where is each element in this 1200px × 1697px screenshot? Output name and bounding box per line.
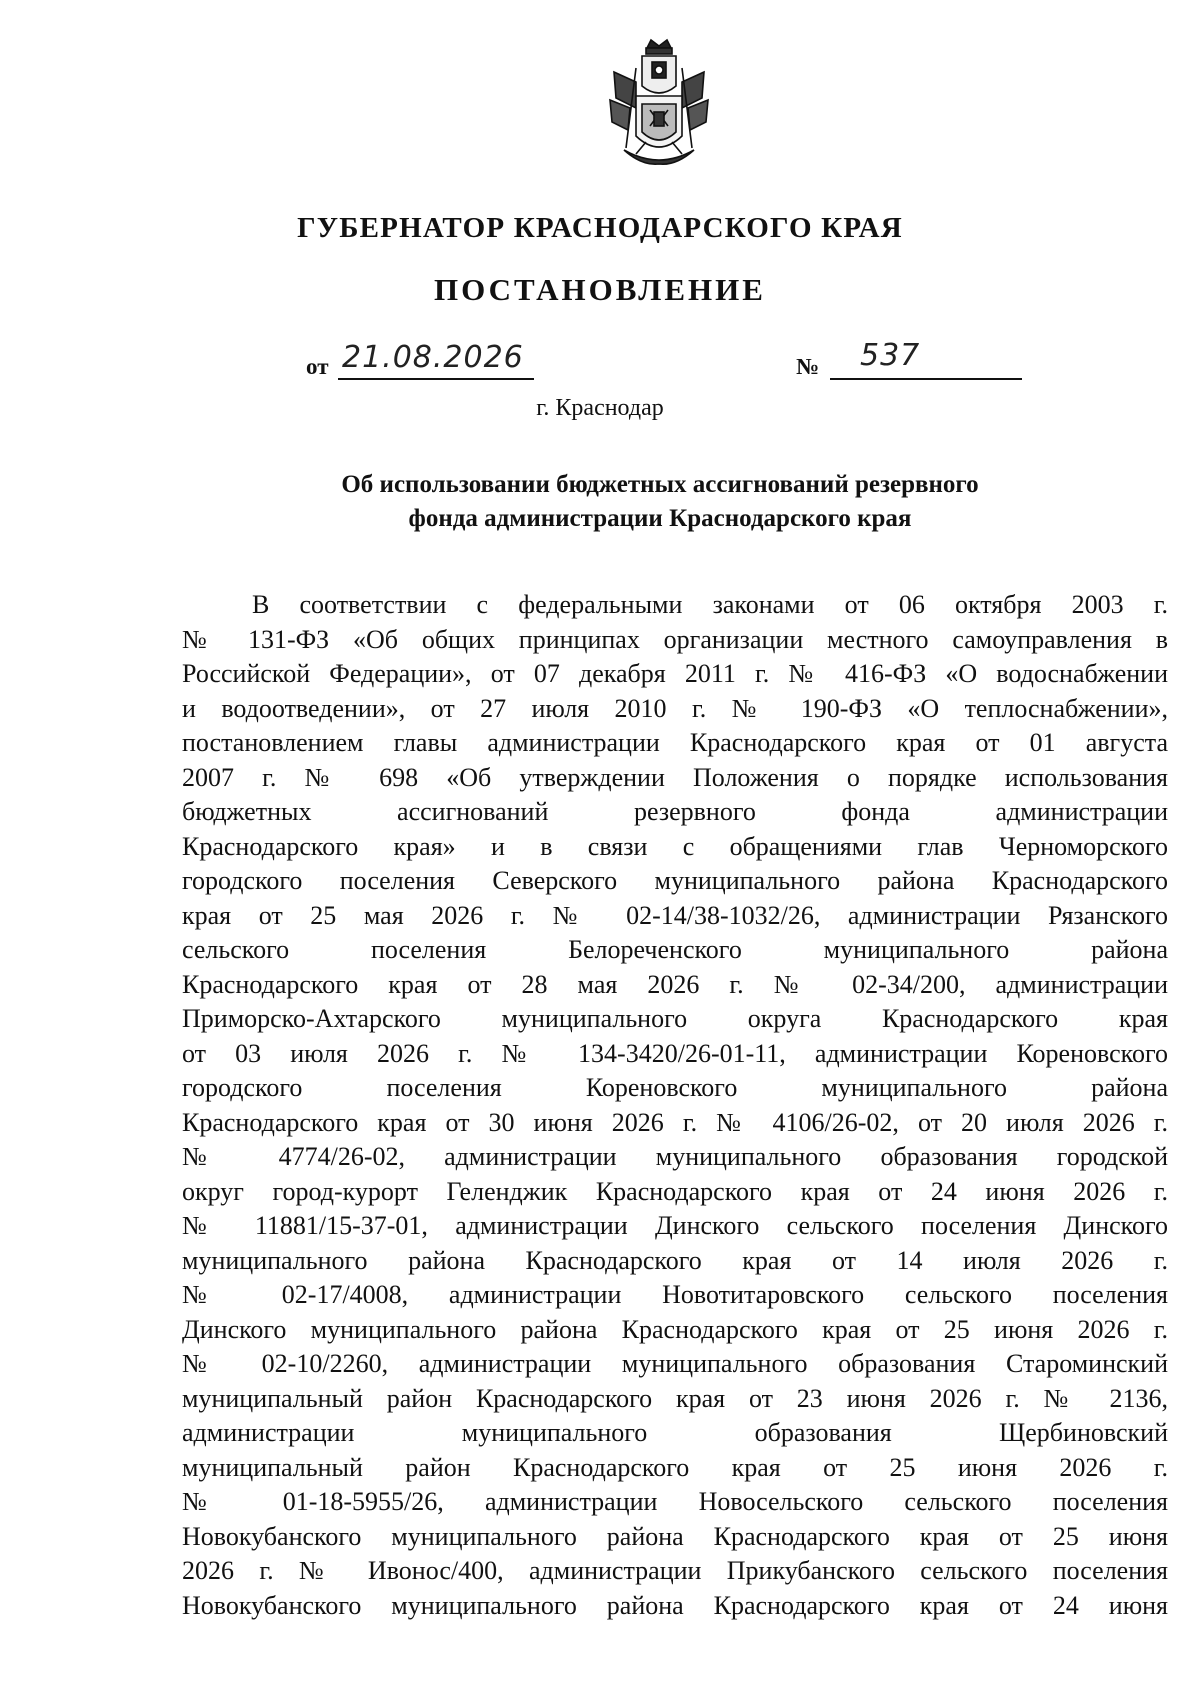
body-line: постановлением главы администрации Краснодарского края от 01 августа	[182, 728, 1168, 757]
body-line: городского поселения Кореновского муниципального района	[182, 1073, 1168, 1102]
title-line: Об использовании бюджетных ассигнований резервного	[341, 471, 979, 498]
body-line: Краснодарского края» и в связи с обращениями глав Черноморского	[182, 831, 1168, 861]
city: г. Краснодар	[536, 395, 664, 421]
coat-of-arms-icon	[606, 38, 712, 174]
body-line: муниципальный район Краснодарского края от 25 июня 2026 г.	[182, 1452, 1168, 1482]
body-line: городского поселения Северского муниципального района Краснодарского	[182, 866, 1168, 895]
body-line: округ город-курорт Геленджик Краснодарского края от 24 июня 2026 г.	[182, 1176, 1168, 1206]
body-line: муниципального района Краснодарского края от 14 июля 2026 г.	[182, 1245, 1168, 1275]
body-line: 2026 г. № Ивонос/400, администрации Прикубанского сельского поселения	[182, 1556, 1168, 1585]
body-line: Краснодарского края от 28 мая 2026 г. № 02-34/200, администрации	[182, 969, 1168, 999]
document-type: ПОСТАНОВЛЕНИЕ	[434, 272, 766, 307]
body-line: Новокубанского муниципального района Краснодарского края от 24 июня	[182, 1590, 1168, 1620]
date-number-row	[306, 340, 1036, 384]
body-line: № 4774/26-02, администрации муниципального образования городской	[182, 1142, 1168, 1171]
document-title	[280, 468, 1040, 536]
date-label: от	[306, 354, 329, 379]
body-line: бюджетных ассигнований резервного фонда администрации	[182, 797, 1168, 826]
body-line: муниципальный район Краснодарского края от 23 июня 2026 г. № 2136,	[182, 1383, 1168, 1413]
body-line: В соответствии с федеральными законами от 06 октября 2003 г.	[252, 590, 1168, 619]
body-line: 2007 г. № 698 «Об утверждении Положения о порядке использования	[182, 762, 1168, 792]
body-line: Российской Федерации», от 07 декабря 2011 г. № 416-ФЗ «О водоснабжении	[182, 659, 1168, 688]
document-body	[182, 588, 1168, 1623]
issuing-authority: ГУБЕРНАТОР КРАСНОДАРСКОГО КРАЯ	[297, 212, 903, 244]
body-line: сельского поселения Белореченского муниципального района	[182, 935, 1168, 964]
body-line: края от 25 мая 2026 г. № 02-14/38-1032/26, администрации Рязанского	[182, 900, 1168, 930]
document-date: 21.08.2026	[342, 340, 524, 375]
body-line: Динского муниципального района Краснодарского края от 25 июня 2026 г.	[182, 1314, 1168, 1344]
body-line: и водоотведении», от 27 июля 2010 г. № 190-ФЗ «О теплоснабжении»,	[182, 693, 1168, 723]
body-line: № 02-17/4008, администрации Новотитаровского сельского поселения	[182, 1280, 1168, 1309]
number-label: №	[796, 354, 820, 379]
body-line: Новокубанского муниципального района Краснодарского края от 25 июня	[182, 1521, 1168, 1551]
date-underline	[338, 378, 534, 380]
body-line: Приморско-Ахтарского муниципального округа Краснодарского края	[182, 1004, 1168, 1033]
body-line: № 02-10/2260, администрации муниципального образования Староминский	[182, 1349, 1168, 1378]
document-number: 537	[860, 338, 921, 373]
body-line: № 01-18-5955/26, администрации Новосельского сельского поселения	[182, 1487, 1168, 1516]
number-underline	[830, 378, 1022, 380]
body-line: № 131-ФЗ «Об общих принципах организации местного самоуправления в	[182, 624, 1168, 654]
body-line: администрации муниципального образования Щербиновский	[182, 1418, 1168, 1447]
title-line: фонда администрации Краснодарского края	[408, 505, 912, 532]
body-line: № 11881/15-37-01, администрации Динского сельского поселения Динского	[182, 1211, 1168, 1240]
body-line: Краснодарского края от 30 июня 2026 г. № 4106/26-02, от 20 июля 2026 г.	[182, 1107, 1168, 1137]
body-line: от 03 июля 2026 г. № 134-3420/26-01-11, администрации Кореновского	[182, 1038, 1168, 1068]
